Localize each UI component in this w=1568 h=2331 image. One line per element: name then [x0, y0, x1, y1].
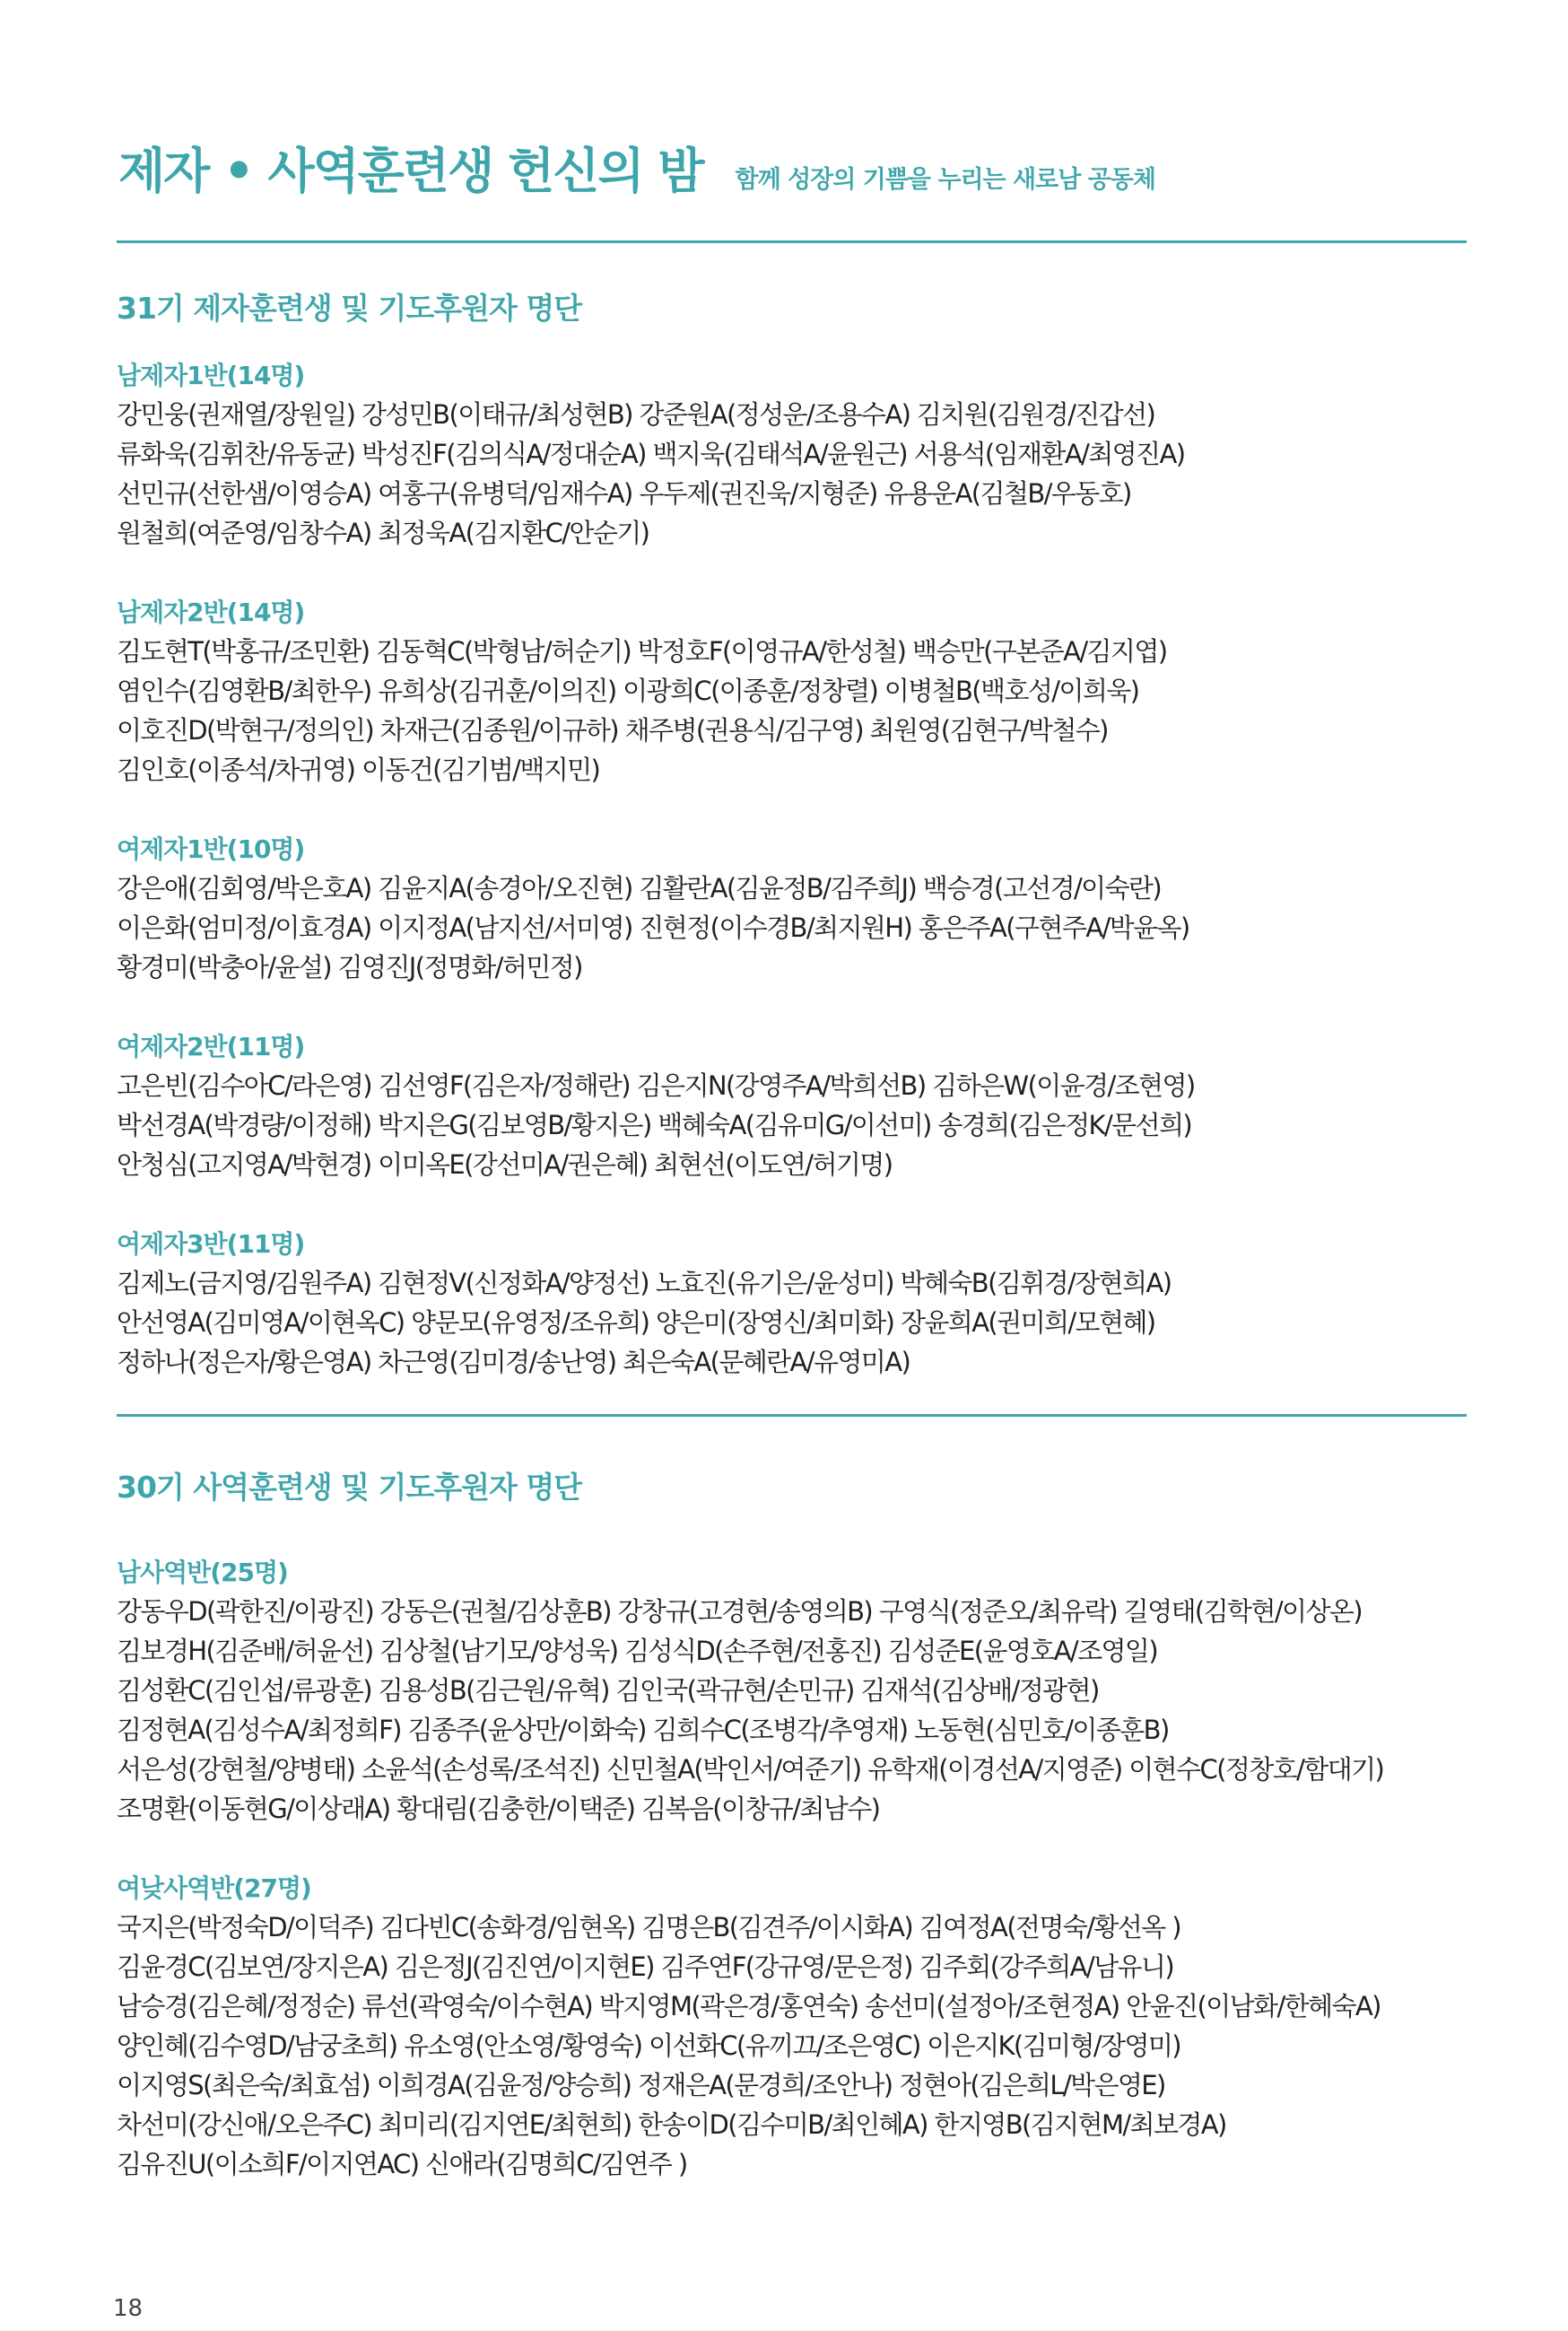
name-line: 김보경H(김준배/허윤선) 김상철(남기모/양성욱) 김성식D(손주현/전홍진) 김성준E(윤영호A/조영일)	[117, 1636, 1158, 1666]
group-title: 여제자2반(11명)	[117, 1032, 305, 1061]
section-title-30: 30기 사역훈련생 및 기도후원자 명단	[117, 1470, 582, 1505]
page-header	[118, 133, 1155, 202]
name-line: 강동우D(곽한진/이광진) 강동은(권철/김상훈B) 강창규(고경현/송영의B) 구영식(정준오/최유락) 길영태(김학현/이상온)	[117, 1596, 1363, 1627]
page-title: 제자 • 사역훈련생 헌신의 밤	[118, 143, 703, 199]
group-title: 여제자1반(10명)	[117, 834, 305, 864]
group-women-disciple-1	[117, 831, 1480, 987]
group-title: 남사역반(25명)	[117, 1558, 288, 1587]
name-line: 원철희(여준영/임창수A) 최정욱A(김지환C/안순기)	[117, 518, 649, 548]
group-title: 여낮사역반(27명)	[117, 1873, 311, 1903]
name-line: 선민규(선한샘/이영승A) 여홍구(유병덕/임재수A) 우두제(권진욱/지형준) 유용운A(김철B/우동호)	[117, 478, 1131, 509]
page-number: 18	[113, 2295, 144, 2322]
name-line: 이호진D(박현구/정의인) 차재근(김종원/이규하) 채주병(권용식/김구영) 최원영(김현구/박철수)	[117, 715, 1108, 746]
name-line: 강은애(김회영/박은호A) 김윤지A(송경아/오진현) 김활란A(김윤정B/김주희J) 백승경(고선경/이숙란)	[117, 873, 1162, 904]
name-line: 서은성(강현철/양병태) 소윤석(손성록/조석진) 신민철A(박인서/여준기) 유학재(이경선A/지영준) 이현수C(정창호/함대기)	[117, 1754, 1384, 1785]
group-men-disciple-1	[117, 357, 1480, 553]
name-line: 김유진U(이소희F/이지연AC) 신애라(김명희C/김연주 )	[117, 2149, 687, 2179]
section-divider	[117, 1414, 1467, 1417]
name-line: 황경미(박충아/윤설) 김영진J(정명화/허민정)	[117, 952, 582, 982]
name-line: 양인혜(김수영D/남궁초희) 유소영(안소영/황영숙) 이선화C(유끼끄/조은영C) 이은지K(김미형/장영미)	[117, 2030, 1181, 2061]
name-line: 정하나(정은자/황은영A) 차근영(김미경/송난영) 최은숙A(문혜란A/유영미A)	[117, 1347, 910, 1377]
name-line: 남승경(김은혜/정정순) 류선(곽영숙/이수현A) 박지영M(곽은경/홍연숙) 송선미(설정아/조현정A) 안윤진(이남화/한혜숙A)	[117, 1991, 1381, 2021]
group-men-disciple-2	[117, 594, 1480, 790]
name-line: 김제노(금지영/김원주A) 김현정V(신정화A/양정선) 노효진(유기은/윤성미) 박혜숙B(김휘경/장현희A)	[117, 1268, 1172, 1298]
header-divider	[117, 240, 1467, 243]
name-line: 김정현A(김성수A/최정희F) 김종주(윤상만/이화숙) 김희수C(조병각/추영재) 노동현(심민호/이종훈B)	[117, 1715, 1169, 1745]
group-women-disciple-3	[117, 1226, 1480, 1382]
name-line: 고은빈(김수아C/라은영) 김선영F(김은자/정해란) 김은지N(강영주A/박희선B) 김하은W(이윤경/조현영)	[117, 1070, 1195, 1101]
name-line: 김성환C(김인섭/류광훈) 김용성B(김근원/유혁) 김인국(곽규현/손민규) 김재석(김상배/정광현)	[117, 1675, 1099, 1706]
group-women-disciple-2	[117, 1028, 1480, 1184]
name-line: 강민웅(권재열/장원일) 강성민B(이태규/최성현B) 강준원A(정성운/조용수A) 김치원(김원경/진갑선)	[117, 399, 1155, 430]
name-line: 김윤경C(김보연/장지은A) 김은정J(김진연/이지현E) 김주연F(강규영/문은정) 김주회(강주희A/남유니)	[117, 1951, 1174, 1982]
name-line: 차선미(강신애/오은주C) 최미리(김지연E/최현희) 한송이D(김수미B/최인혜A) 한지영B(김지현M/최보경A)	[117, 2109, 1226, 2140]
group-title: 여제자3반(11명)	[117, 1229, 305, 1259]
name-line: 안선영A(김미영A/이현옥C) 양문모(유영정/조유희) 양은미(장영신/최미화) 장윤희A(권미희/모현혜)	[117, 1307, 1155, 1338]
name-line: 박선경A(박경량/이정해) 박지은G(김보영B/황지은) 백혜숙A(김유미G/이선미) 송경희(김은정K/문선희)	[117, 1110, 1192, 1140]
name-line: 이지영S(최은숙/최효섬) 이희경A(김윤정/양승희) 정재은A(문경희/조안나) 정현아(김은희L/박은영E)	[117, 2070, 1165, 2100]
name-line: 류화욱(김휘찬/유동균) 박성진F(김의식A/정대순A) 백지욱(김태석A/윤원근) 서용석(임재환A/최영진A)	[117, 439, 1185, 469]
name-line: 김도현T(박홍규/조민환) 김동혁C(박형남/허순기) 박정호F(이영규A/한성철) 백승만(구본준A/김지엽)	[117, 636, 1167, 667]
group-title: 남제자1반(14명)	[117, 361, 305, 390]
name-line: 국지은(박정숙D/이덕주) 김다빈C(송화경/임현옥) 김명은B(김견주/이시화A) 김여정A(전명숙/황선옥 )	[117, 1912, 1180, 1942]
section-title-31: 31기 제자훈련생 및 기도후원자 명단	[117, 291, 582, 326]
name-line: 염인수(김영환B/최한우) 유희상(김귀훈/이의진) 이광희C(이종훈/정창렬) 이병철B(백호성/이희욱)	[117, 676, 1139, 706]
name-line: 조명환(이동현G/이상래A) 황대림(김충한/이택준) 김복음(이창규/최남수)	[117, 1794, 880, 1824]
name-line: 김인호(이종석/차귀영) 이동건(김기범/백지민)	[117, 755, 600, 785]
group-men-ministry	[117, 1554, 1480, 1829]
group-title: 남제자2반(14명)	[117, 598, 305, 627]
page-subtitle: 함께 성장의 기쁨을 누리는 새로남 공동체	[735, 166, 1155, 194]
name-line: 이은화(엄미정/이효경A) 이지정A(남지선/서미영) 진현정(이수경B/최지원H) 홍은주A(구현주A/박윤옥)	[117, 912, 1189, 943]
group-women-day-ministry	[117, 1870, 1480, 2184]
name-line: 안청심(고지영A/박현경) 이미옥E(강선미A/권은혜) 최현선(이도연/허기명)	[117, 1149, 893, 1180]
